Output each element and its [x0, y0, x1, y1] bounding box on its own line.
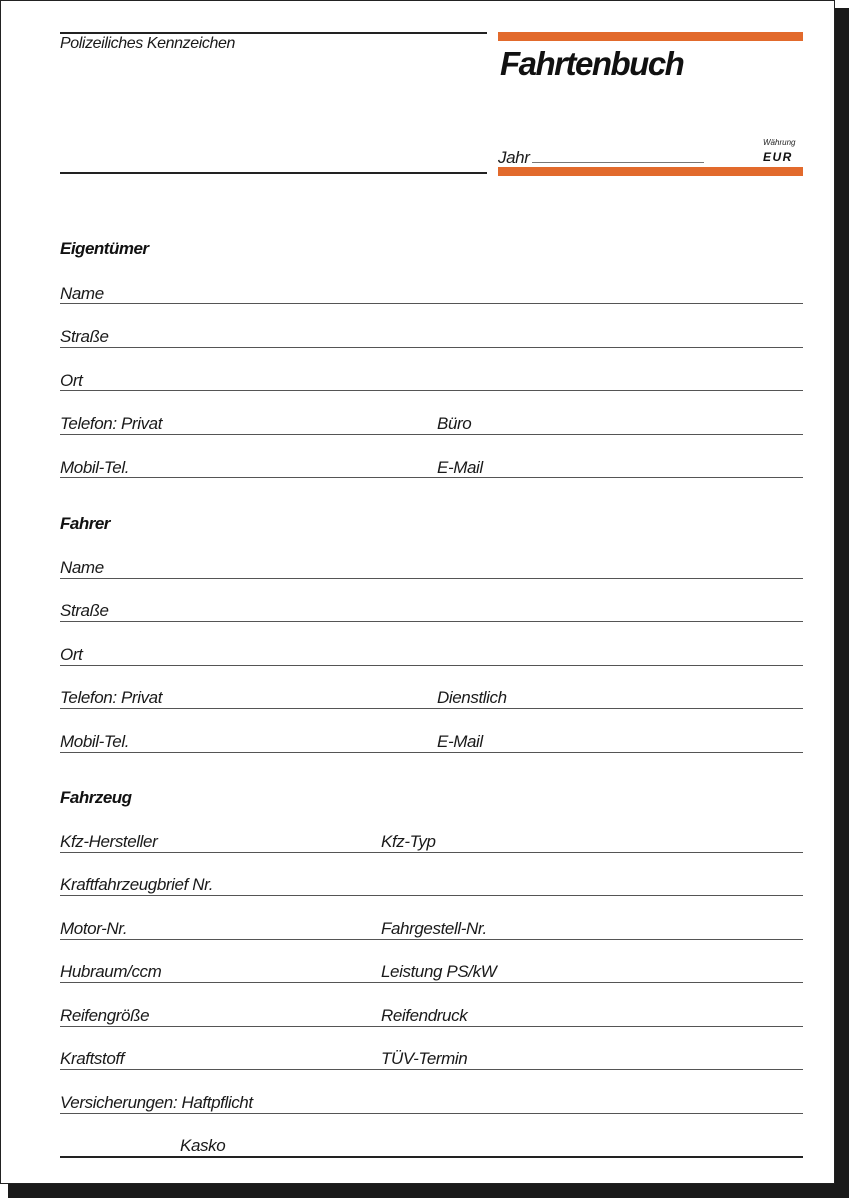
currency-label: Währung	[763, 138, 796, 147]
driver-email-label: E-Mail	[437, 732, 483, 751]
title-top-bar	[498, 32, 803, 41]
vehicle-tire-field[interactable]	[60, 1026, 803, 1027]
owner-phone-private-label: Telefon: Privat	[60, 414, 163, 433]
owner-street-field[interactable]	[60, 347, 803, 348]
vehicle-power-label: Leistung PS/kW	[381, 962, 497, 981]
owner-city-field[interactable]	[60, 390, 803, 391]
insurance-comprehensive-label: Kasko	[180, 1136, 226, 1155]
vehicle-manufacturer-field[interactable]	[60, 852, 803, 853]
plate-label: Polizeiliches Kennzeichen	[60, 35, 236, 52]
vehicle-engine-label: Motor-Nr.	[60, 919, 128, 938]
plate-top-rule	[60, 32, 487, 34]
driver-city-field[interactable]	[60, 665, 803, 666]
title-bottom-bar	[498, 167, 803, 176]
owner-phone-field[interactable]	[60, 434, 803, 435]
driver-street-field[interactable]	[60, 621, 803, 622]
vehicle-fuel-label: Kraftstoff	[60, 1049, 125, 1068]
driver-name-label: Name	[60, 558, 104, 577]
owner-heading: Eigentümer	[60, 239, 149, 258]
vehicle-registration-label: Kraftfahrzeugbrief Nr.	[60, 875, 214, 894]
currency-value: EUR	[763, 150, 793, 164]
vehicle-tire-pressure-label: Reifendruck	[381, 1006, 468, 1025]
owner-email-label: E-Mail	[437, 458, 483, 477]
vehicle-inspection-label: TÜV-Termin	[381, 1049, 468, 1068]
year-field[interactable]	[532, 162, 704, 163]
vehicle-heading: Fahrzeug	[60, 788, 132, 807]
vehicle-fuel-field[interactable]	[60, 1069, 803, 1070]
owner-name-label: Name	[60, 284, 104, 303]
driver-mobile-label: Mobil-Tel.	[60, 732, 130, 751]
driver-phone-business-label: Dienstlich	[437, 688, 507, 707]
plate-bottom-rule	[60, 172, 487, 174]
driver-city-label: Ort	[60, 645, 83, 664]
vehicle-engine-field[interactable]	[60, 939, 803, 940]
plate-input-area[interactable]	[60, 41, 487, 171]
driver-phone-private-label: Telefon: Privat	[60, 688, 163, 707]
insurance-liability-field[interactable]	[60, 1113, 803, 1114]
vehicle-displacement-label: Hubraum/ccm	[60, 962, 162, 981]
insurance-comprehensive-field[interactable]	[60, 1156, 803, 1158]
owner-city-label: Ort	[60, 371, 83, 390]
owner-mobile-email-field[interactable]	[60, 477, 803, 478]
insurance-liability-label: Versicherungen: Haftpflicht	[60, 1093, 253, 1112]
owner-street-label: Straße	[60, 327, 109, 346]
owner-mobile-label: Mobil-Tel.	[60, 458, 130, 477]
vehicle-type-label: Kfz-Typ	[381, 832, 436, 851]
driver-street-label: Straße	[60, 601, 109, 620]
vehicle-registration-field[interactable]	[60, 895, 803, 896]
vehicle-displacement-field[interactable]	[60, 982, 803, 983]
driver-mobile-email-field[interactable]	[60, 752, 803, 753]
driver-name-field[interactable]	[60, 578, 803, 579]
driver-phone-field[interactable]	[60, 708, 803, 709]
owner-name-field[interactable]	[60, 303, 803, 304]
year-label: Jahr	[498, 148, 530, 167]
vehicle-tire-size-label: Reifengröße	[60, 1006, 150, 1025]
page-title: Fahrtenbuch	[500, 45, 684, 82]
vehicle-chassis-label: Fahrgestell-Nr.	[381, 919, 487, 938]
vehicle-manufacturer-label: Kfz-Hersteller	[60, 832, 158, 851]
owner-phone-office-label: Büro	[437, 414, 472, 433]
driver-heading: Fahrer	[60, 514, 110, 533]
